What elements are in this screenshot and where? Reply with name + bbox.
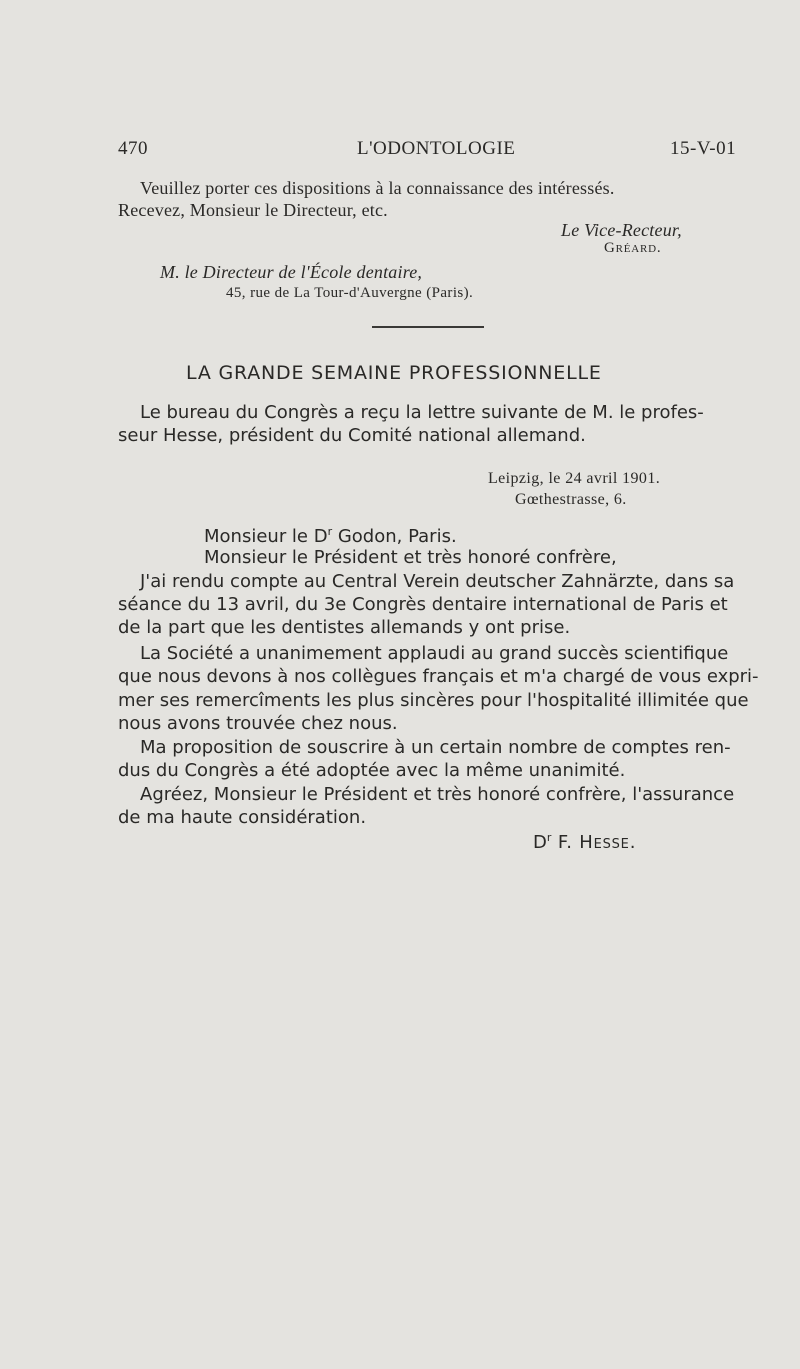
intro-line-1 [140, 402, 750, 423]
salutation [204, 525, 457, 547]
salutation-sup: r [327, 525, 333, 538]
p1-line-3: de la part que les dentistes allemands y ont prise. [118, 617, 571, 638]
opening-line: Monsieur le Président et très honoré confrère, [204, 547, 617, 568]
p1-line-1: J'ai rendu compte au Central Verein deutscher Zahnärzte, dans sa [140, 571, 735, 592]
p4-line-1: Agréez, Monsieur le Président et très honoré confrère, l'assurance [140, 784, 735, 805]
p2-line-4: nous avons trouvée chez nous. [118, 713, 398, 734]
signature-title: Le Vice-Recteur, [561, 220, 682, 240]
p4-line-2: de ma haute considération. [118, 807, 367, 828]
addressee-street: 45, rue de La Tour-d'Auvergne (Paris). [226, 285, 474, 301]
signoff-name: F. Hesse. [551, 832, 637, 853]
p2-line-2: que nous devons à nos collègues français et m'a chargé de vous expri- [118, 666, 759, 687]
section-title: LA GRANDE SEMAINE PROFESSIONNELLE [186, 362, 602, 384]
letter1-line2: Recevez, Monsieur le Directeur, etc. [118, 200, 388, 220]
signoff [533, 831, 636, 853]
salutation-pre: Monsieur le D [204, 526, 328, 547]
p3-line-2: dus du Congrès a été adoptée avec la même unanimité. [118, 760, 626, 781]
section-divider [372, 326, 484, 328]
letter-place-date: Leipzig, le 24 avril 1901. [488, 470, 661, 487]
addressee: M. le Directeur de l'École dentaire, [160, 262, 423, 282]
letter-street: Gœthestrasse, 6. [515, 491, 627, 508]
p3-line-1: Ma proposition de souscrire à un certain nombre de comptes ren- [140, 737, 731, 758]
p2-line-1: La Société a unanimement applaudi au grand succès scientifique [140, 643, 729, 664]
intro-line-2: seur Hesse, président du Comité national allemand. [118, 425, 586, 446]
p2-line-3: mer ses remercîments les plus sincères pour l'hospitalité illimitée que [118, 690, 749, 711]
signoff-sup: r [546, 831, 552, 844]
page-number: 470 [118, 138, 148, 159]
salutation-post: Godon, Paris. [332, 526, 457, 547]
issue-date: 15-V-01 [670, 138, 737, 159]
running-title: L'ODONTOLOGIE [357, 138, 516, 159]
letter1-line1: Veuillez porter ces dispositions à la connaissance des intéressés. [140, 178, 615, 198]
intro-line-1-text: Le bureau du Congrès a reçu la lettre suivante de M. le profes- [140, 402, 704, 423]
p1-line-2: séance du 13 avril, du 3e Congrès dentaire international de Paris et [118, 594, 728, 615]
signoff-pre: D [533, 832, 547, 853]
signature-name: Gréard. [604, 240, 662, 256]
